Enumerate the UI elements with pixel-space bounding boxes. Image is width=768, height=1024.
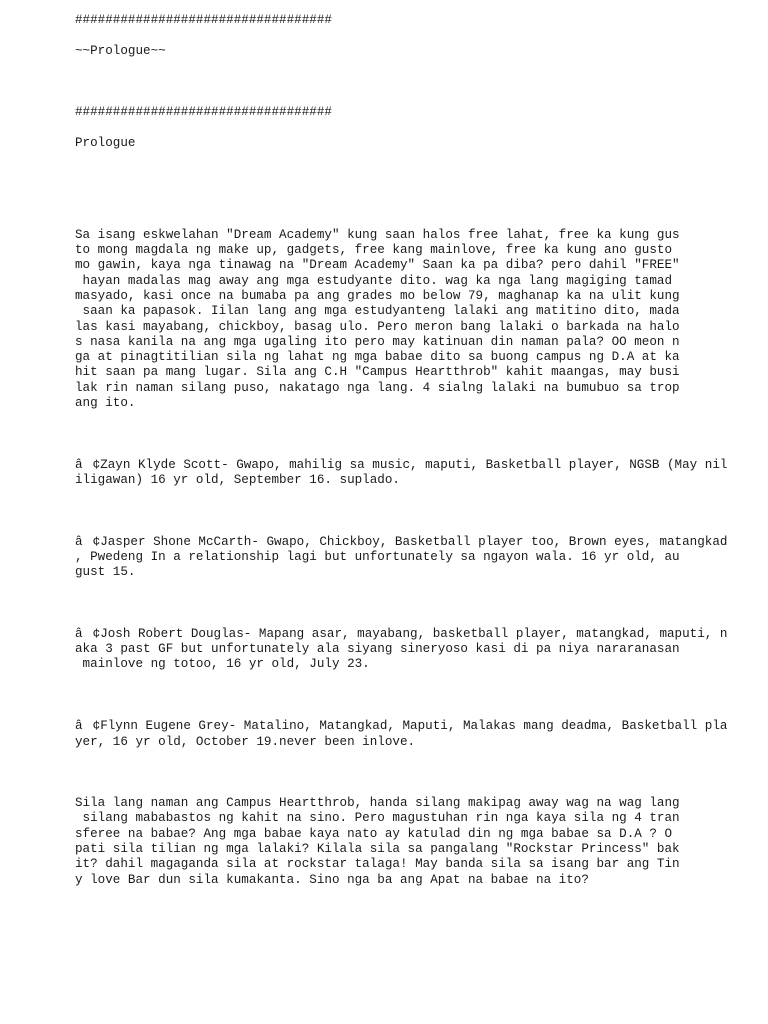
member-entry-jasper: â¢Jasper Shone McCarth- Gwapo, Chickboy, Basketball player too, Brown eyes, matangkad bbox=[75, 535, 728, 549]
prologue-title: Prologue bbox=[75, 136, 136, 150]
closing-line: Sila lang naman ang Campus Heartthrob, handa silang makipag away wag na wag lang bbox=[75, 796, 680, 810]
member-entry-flynn: yer, 16 yr old, October 19.never been inlove. bbox=[75, 735, 416, 749]
intro-line: saan ka papasok. Iilan lang ang mga estudyanteng lalaki ang matitino dito, mada bbox=[75, 304, 680, 318]
intro-line: hit saan pa mang lugar. Sila ang C.H "Campus Heartthrob" kahit maangas, may busi bbox=[75, 365, 680, 379]
member-entry-josh: â¢Josh Robert Douglas- Mapang asar, mayabang, basketball player, matangkad, maputi, n bbox=[75, 627, 728, 641]
intro-line: ga at pinagtitilian sila ng lahat ng mga babae dito sa buong campus ng D.A at ka bbox=[75, 350, 680, 364]
intro-line: masyado, kasi once na bumaba pa ang grades mo below 79, maghanap ka na ulit kung bbox=[75, 289, 680, 303]
prologue-heading: ~~Prologue~~ bbox=[75, 44, 166, 58]
member-entry-josh: mainlove ng totoo, 16 yr old, July 23. bbox=[75, 657, 370, 671]
header-rule-bottom: ################################## bbox=[75, 105, 332, 119]
closing-line: pati sila tilian ng mga lalaki? Kilala sila sa pangalang "Rockstar Princess" bak bbox=[75, 842, 680, 856]
intro-line: mo gawin, kaya nga tinawag na "Dream Academy" Saan ka pa diba? pero dahil "FREE" bbox=[75, 258, 680, 272]
member-entry-josh: aka 3 past GF but unfortunately ala siyang sineryoso kasi di pa niya nararanasan bbox=[75, 642, 680, 656]
member-entry-zayn: iligawan) 16 yr old, September 16. suplado. bbox=[75, 473, 400, 487]
member-entry-flynn: â¢Flynn Eugene Grey- Matalino, Matangkad, Maputi, Malakas mang deadma, Basketball pla bbox=[75, 719, 728, 733]
intro-line: Sa isang eskwelahan "Dream Academy" kung saan halos free lahat, free ka kung gus bbox=[75, 228, 680, 242]
closing-line: it? dahil magaganda sila at rockstar talaga! May banda sila sa isang bar ang Tin bbox=[75, 857, 680, 871]
member-entry-zayn: â¢Zayn Klyde Scott- Gwapo, mahilig sa music, maputi, Basketball player, NGSB (May nil bbox=[75, 458, 728, 472]
intro-line: las kasi mayabang, chickboy, basag ulo. Pero meron bang lalaki o barkada na halo bbox=[75, 320, 680, 334]
intro-line: ang ito. bbox=[75, 396, 136, 410]
intro-line: hayan madalas mag away ang mga estudyante dito. wag ka nga lang magiging tamad bbox=[75, 274, 673, 288]
intro-line: lak rin naman silang puso, nakatago nga lang. 4 sialng lalaki na bumubuo sa trop bbox=[75, 381, 680, 395]
closing-line: y love Bar dun sila kumakanta. Sino nga ba ang Apat na babae na ito? bbox=[75, 873, 589, 887]
closing-line: sferee na babae? Ang mga babae kaya nato ay katulad din ng mga babae sa D.A ? O bbox=[75, 827, 673, 841]
intro-line: to mong magdala ng make up, gadgets, free kang mainlove, free ka kung ano gusto bbox=[75, 243, 673, 257]
closing-line: silang mababastos ng kahit na sino. Pero magustuhan rin nga kaya sila ng 4 tran bbox=[75, 811, 680, 825]
intro-line: s nasa kanila na ang mga ugaling ito pero may katinuan din naman pala? OO meon n bbox=[75, 335, 680, 349]
header-rule-top: ################################## bbox=[75, 13, 332, 27]
member-entry-jasper: , Pwedeng In a relationship lagi but unfortunately sa ngayon wala. 16 yr old, au bbox=[75, 550, 680, 564]
member-entry-jasper: gust 15. bbox=[75, 565, 136, 579]
